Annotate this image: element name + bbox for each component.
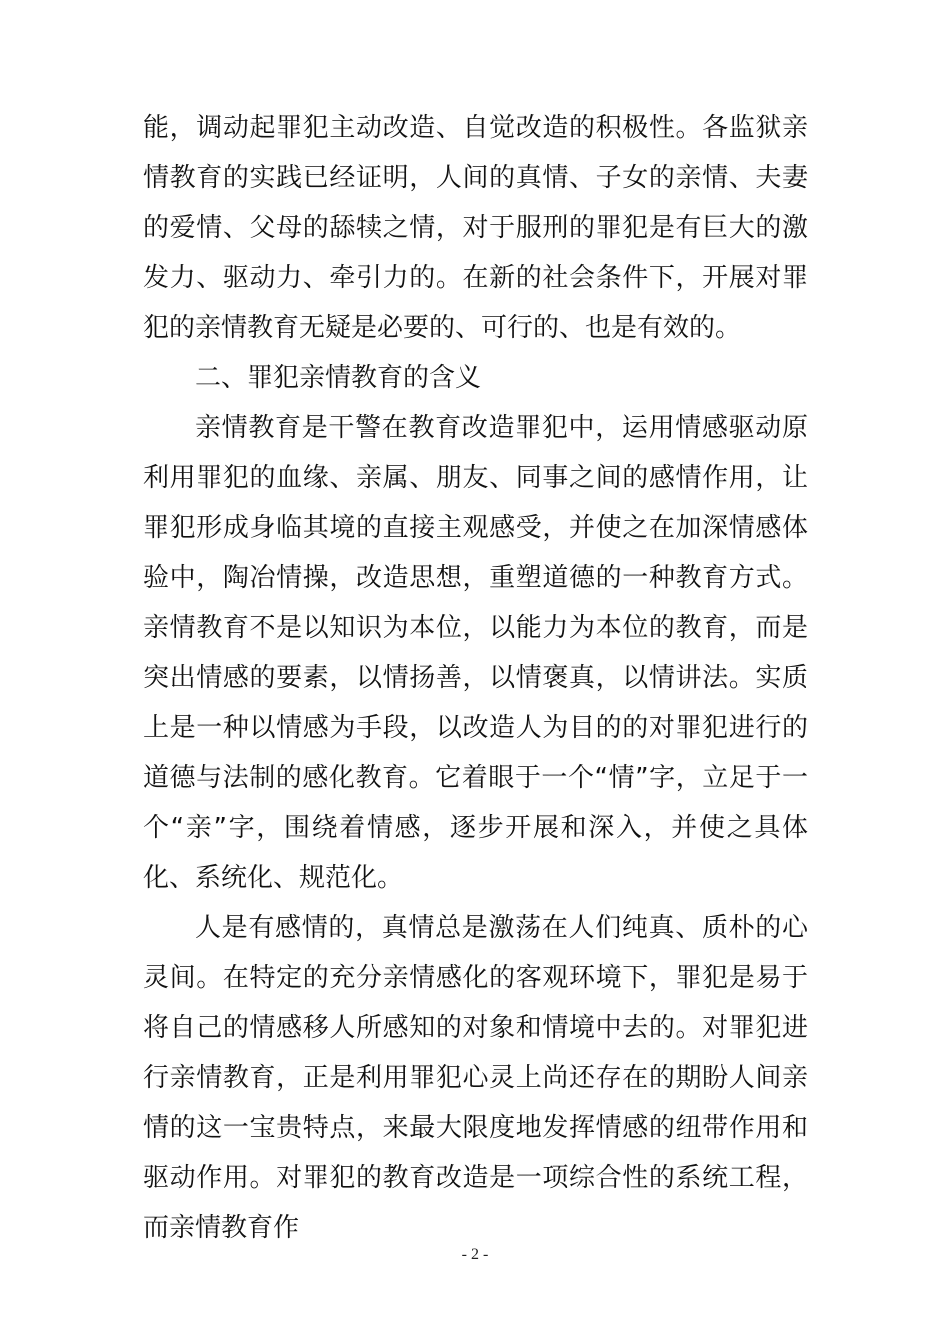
- section-heading: 二、罪犯亲情教育的含义: [195, 363, 482, 393]
- paragraph: 亲情教育是干警在教育改造罪犯中，运用情感驱动原利用罪犯的血缘、亲属、朋友、同事之间的感情作用，让罪犯形成身临其境的直接主观感受，并使之在加深情感体验中，陶冶情操，改造思想，重塑道德的一种教育方式。亲情教育不是以知识为本位，以能力为本位的教育，而是突出情感的要素，以情扬善，以情褒真，以情讲法。实质上是一种以情感为手段，以改造人为目的的对罪犯进行的道德与法制的感化教育。它着眼于一个“情”字，立足于一个“亲”字，围绕着情感，逐步开展和深入，并使之具体化、系统化、规范化。: [143, 413, 808, 893]
- page-number: - 2 -: [461, 1246, 489, 1263]
- paragraph: 人是有感情的，真情总是激荡在人们纯真、质朴的心灵间。在特定的充分亲情感化的客观环境下，罪犯是易于将自己的情感移人所感知的对象和情境中去的。对罪犯进行亲情教育，正是利用罪犯心灵上尚还存在的期盼人间亲情的这一宝贵特点，来最大限度地发挥情感的纽带作用和驱动作用。对罪犯的教育改造是一项综合性的系统工程，而亲情教育作: [143, 913, 808, 1243]
- paragraph-continuation: 能，调动起罪犯主动改造、自觉改造的积极性。各监狱亲情教育的实践已经证明，人间的真情、子女的亲情、夫妻的爱情、父母的舔犊之情，对于服刑的罪犯是有巨大的激发力、驱动力、牵引力的。在新的社会条件下，开展对罪犯的亲情教育无疑是必要的、可行的、也是有效的。: [143, 113, 808, 343]
- document-body: [143, 103, 808, 1253]
